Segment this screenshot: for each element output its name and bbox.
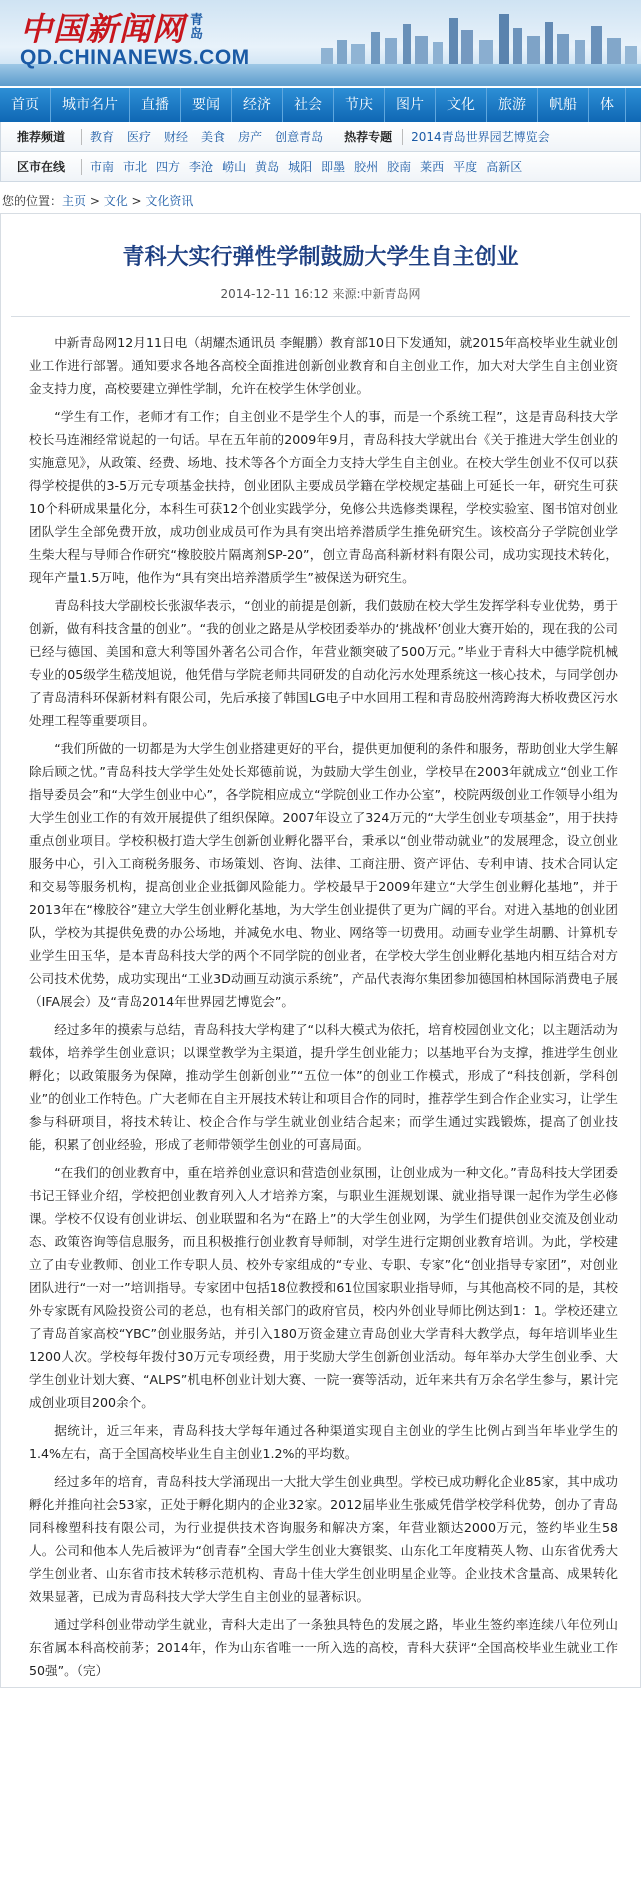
article-paragraph: “在我们的创业教育中，重在培养创业意识和营造创业氛围，让创业成为一种文化。”青岛科技大学团委书记王铎业介绍，学校把创业教育列入人才培养方案，与职业生涯规划课、就业指导课一起作为学生必修课。学校不仅设有创业讲坛、创业联盟和名为“在路上”的大学生创业网，为学生们提供创业交流及创业动态、政策咨询等信息服务，而且积极推行创业教育导师制，对学生进行定期创业教育培训。为此，学校建立了由专业教师、创业工作专职人员、校外专家组成的“专业、专职、专家”化“创业指导专家团”，对创业团队进行“一对一”培训指导。专家团中包括18位教授和61位国家职业指导师，与其他高校不同的是，其校外专家既有风险投资公司的老总，也有相关部门的政府官员，校内外创业导师比例达到1：1。学校还建立了青岛首家高校“YBC”创业服务站，并引入180万资金建立青岛创业大学青科大教学点，每年培训毕业生1200人次。学校每年拨付30万元专项经费，用于奖励大学生创新创业活动。每年举办大学生创业季、大学生创业计划大赛、“ALPS”机电杯创业计划大赛、一院一赛等活动，近年来共有万余名学生参与，累计完成创业项目200余个。 bbox=[29, 1165, 618, 1410]
channel-row bbox=[0, 122, 641, 152]
district-link[interactable]: 城阳 bbox=[288, 160, 313, 174]
breadcrumb-link-culture[interactable]: 文化 bbox=[103, 194, 128, 208]
article-paragraph: 经过多年的培育，青岛科技大学涌现出一大批大学生创业典型。学校已成功孵化企业85家，其中成功孵化并推向社会53家，正处于孵化期内的企业32家。2012届毕业生张威凭借学校学科优势，创办了青岛同科橡塑科技有限公司，为行业提供技术咨询服务和解决方案，年营业额达2000万元，签约毕业生58人。公司和他本人先后被评为“创青春”全国大学生创业大赛银奖、山东化工年度精英人物、山东省优秀大学生创业者、山东省市技术转移示范机构、青岛十佳大学生创业明星企业等。企业技术含量高、成果转化效果显著，已成为青岛科技大学大学生自主创业的显著标识。 bbox=[29, 1474, 618, 1604]
divider bbox=[402, 129, 403, 145]
breadcrumb bbox=[0, 188, 641, 214]
channel-link-food[interactable]: 美食 bbox=[201, 130, 226, 144]
article-paragraph: “我们所做的一切都是为大学生创业搭建更好的平台，提供更加便利的条件和服务，帮助创业大学生解除后顾之忧。”青岛科技大学学生处处长郑德前说，为鼓励大学生创业，学校早在2003年就成立“创业工作指导委员会”和“大学生创业中心”，各学院相应成立“学院创业工作办公室”，校院两级创业工作领导小组为大学生创业工作的有效开展提供了组织保障。2007年设立了324万元的“大学生创业专项基金”，用于扶持重点创业项目。学校积极打造大学生创新创业孵化器平台，秉承以“创业带动就业”的发展理念，设立创业服务中心，引入工商税务服务、市场策划、咨询、法律、工商注册、资产评估、专利申请、技术合同认定和交易等服务机构，提高创业企业抵御风险能力。学校最早于2009年建立“大学生创业孵化基地”，并于2013年在“橡胶谷”建立大学生创业孵化基地，为大学生创业提供了更为广阔的平台。对进入基地的创业团队，学校为其提供免费的办公场地，并减免水电、物业、网络等一切费用。动画专业学生胡鹏、计算机专业学生田玉华，是本青岛科技大学的两个不同学院的创业者，在学校大学生创业孵化基地内相互结合对方公司技术优势，成功实现出“工业3D动画互动演示系统”，产品代表海尔集团参加德国柏林国际消费电子展（IFA展会）及“青岛2014年世界园艺博览会”。 bbox=[29, 741, 618, 1009]
article-date: 2014-12-11 16:12 bbox=[220, 287, 329, 301]
nav-item-city-card[interactable]: 城市名片 bbox=[51, 88, 130, 122]
district-link[interactable]: 高新区 bbox=[486, 160, 523, 174]
hot-topics-label: 热荐专题 bbox=[344, 130, 393, 144]
logo-domain-text: QD.CHINANEWS.COM bbox=[20, 46, 250, 69]
article-paragraph: “学生有工作，老师才有工作；自主创业不是学生个人的事，而是一个系统工程”，这是青岛科技大学校长马连湘经常说起的一句话。早在五年前的2009年9月，青岛科技大学就出台《关于推进大学生创业的实施意见》，从政策、经费、场地、技术等各个方面全力支持大学生自主创业。在校大学生创业不仅可以获得学校提供的3-5万元专项基金扶持，创业团队主要成员学籍在学校规定基础上可延长一年，研究生可获10个科研成果量化分，本科生可获12个创业实践学分，免修公共选修类课程，学校实验室、图书馆对创业团队学生全部免费开放，成功创业成员可作为具有突出培养潜质学生推免研究生。该校高分子学院创业学生柴大程与导师合作研究“橡胶胶片隔离剂SP-20”，创立青岛高科新材料有限公司，成功实现技术转化，现年产量1.5万吨，他作为“具有突出培养潜质学生”被保送为研究生。 bbox=[29, 409, 618, 585]
district-link[interactable]: 黄岛 bbox=[255, 160, 280, 174]
article-body bbox=[1, 317, 640, 1682]
nav-item-sailing[interactable]: 帆船 bbox=[538, 88, 589, 122]
breadcrumb-link-culture-news[interactable]: 文化资讯 bbox=[145, 194, 194, 208]
site-logo[interactable] bbox=[20, 4, 250, 70]
logo-chinese-text: 中国新闻网 bbox=[20, 10, 186, 48]
city-skyline-image bbox=[311, 10, 641, 68]
district-link[interactable]: 四方 bbox=[156, 160, 181, 174]
main-nav bbox=[0, 88, 641, 122]
nav-item-festivals[interactable]: 节庆 bbox=[334, 88, 385, 122]
nav-item-society[interactable]: 社会 bbox=[283, 88, 334, 122]
district-link[interactable]: 莱西 bbox=[420, 160, 445, 174]
channel-link-realestate[interactable]: 房产 bbox=[238, 130, 263, 144]
district-link[interactable]: 胶州 bbox=[354, 160, 379, 174]
hot-topic-link-expo[interactable]: 2014青岛世界园艺博览会 bbox=[411, 130, 550, 144]
nav-item-photos[interactable]: 图片 bbox=[385, 88, 436, 122]
district-link[interactable]: 即墨 bbox=[321, 160, 346, 174]
nav-item-sports[interactable]: 体 bbox=[589, 88, 626, 122]
breadcrumb-separator: > bbox=[127, 194, 146, 208]
nav-item-travel[interactable]: 旅游 bbox=[487, 88, 538, 122]
article-paragraph: 青岛科技大学副校长张淑华表示，“创业的前提是创新，我们鼓励在校大学生发挥学科专业优势，勇于创新，做有科技含量的创业”。“我的创业之路是从学校团委举办的‘挑战杯’创业大赛开始的，现在我的公司已经与德国、美国和意大利等国外著名公司合作，年营业额突破了500万元。”毕业于青科大中德学院机械专业的05级学生嵇茂旭说，他凭借与学院老师共同研发的自动化污水处理系统这一核心技术，与同学创办了青岛清科环保新材料有限公司，先后承接了韩国LG电子中水回用工程和青岛胶州湾跨海大桥收费区污水处理工程等重要项目。 bbox=[29, 598, 618, 728]
nav-item-economy[interactable]: 经济 bbox=[232, 88, 283, 122]
district-link[interactable]: 市北 bbox=[123, 160, 148, 174]
district-link[interactable]: 平度 bbox=[453, 160, 478, 174]
channel-link-finance[interactable]: 财经 bbox=[164, 130, 189, 144]
nav-item-home[interactable]: 首页 bbox=[0, 88, 51, 122]
district-link[interactable]: 市南 bbox=[90, 160, 115, 174]
site-banner bbox=[0, 0, 641, 86]
article-title: 青科大实行弹性学制鼓励大学生自主创业 bbox=[122, 245, 519, 270]
breadcrumb-link-home[interactable]: 主页 bbox=[62, 194, 87, 208]
district-row-label: 区市在线 bbox=[16, 160, 65, 174]
article-paragraph: 通过学科创业带动学生就业，青科大走出了一条独具特色的发展之路，毕业生签约率连续八年位列山东省属本科高校前茅；2014年，作为山东省唯一一所入选的高校，青科大获评“全国高校毕业生就业工作50强”。（完） bbox=[29, 1617, 618, 1678]
channel-link-medical[interactable]: 医疗 bbox=[127, 130, 152, 144]
district-link[interactable]: 胶南 bbox=[387, 160, 412, 174]
nav-item-culture[interactable]: 文化 bbox=[436, 88, 487, 122]
article-source: 来源:中新青岛网 bbox=[332, 287, 421, 301]
nav-item-headlines[interactable]: 要闻 bbox=[181, 88, 232, 122]
nav-item-live[interactable]: 直播 bbox=[130, 88, 181, 122]
divider bbox=[81, 159, 82, 175]
channel-link-creative[interactable]: 创意青岛 bbox=[275, 130, 324, 144]
logo-city-text: 青岛 bbox=[190, 13, 204, 42]
article bbox=[0, 214, 641, 1688]
district-link[interactable]: 李沧 bbox=[189, 160, 214, 174]
channel-row-label: 推荐频道 bbox=[16, 130, 65, 144]
article-paragraph: 中新青岛网12月11日电（胡耀杰通讯员 李鲲鹏）教育部10日下发通知，就2015年高校毕业生就业创业工作进行部署。通知要求各地各高校全面推进创新创业教育和自主创业工作，加大对大学生自主创业资金支持力度，高校要建立弹性学制，允许在校学生休学创业。 bbox=[29, 335, 618, 396]
divider bbox=[81, 129, 82, 145]
district-link[interactable]: 崂山 bbox=[222, 160, 247, 174]
article-paragraph: 经过多年的摸索与总结，青岛科技大学构建了“以科大模式为依托，培育校园创业文化；以主题活动为载体，培养学生创业意识；以课堂教学为主渠道，提升学生创业能力；以基地平台为支撑，推进学生创业孵化；以政策服务为保障，推动学生创新创业”“五位一体”的创业工作模式，形成了“科技创新，学科创业”的创业工作特色。广大老师在自主开展技术转让和项目合作的同时，推荐学生到合作企业实习，让学生参与科研项目，将技术转让、校企合作与学生就业创业结合起来；而学生通过实践锻炼，提高了创业技能，积累了创业经验，形成了老师带领学生创业的可喜局面。 bbox=[29, 1022, 618, 1152]
district-row bbox=[0, 152, 641, 182]
article-meta bbox=[11, 285, 630, 317]
breadcrumb-separator: > bbox=[86, 194, 104, 208]
channel-link-education[interactable]: 教育 bbox=[90, 130, 115, 144]
article-paragraph: 据统计，近三年来，青岛科技大学每年通过各种渠道实现自主创业的学生比例占到当年毕业学生的1.4%左右，高于全国高校毕业生自主创业1.2%的平均数。 bbox=[29, 1423, 618, 1461]
breadcrumb-prefix: 您的位置： bbox=[2, 194, 63, 208]
